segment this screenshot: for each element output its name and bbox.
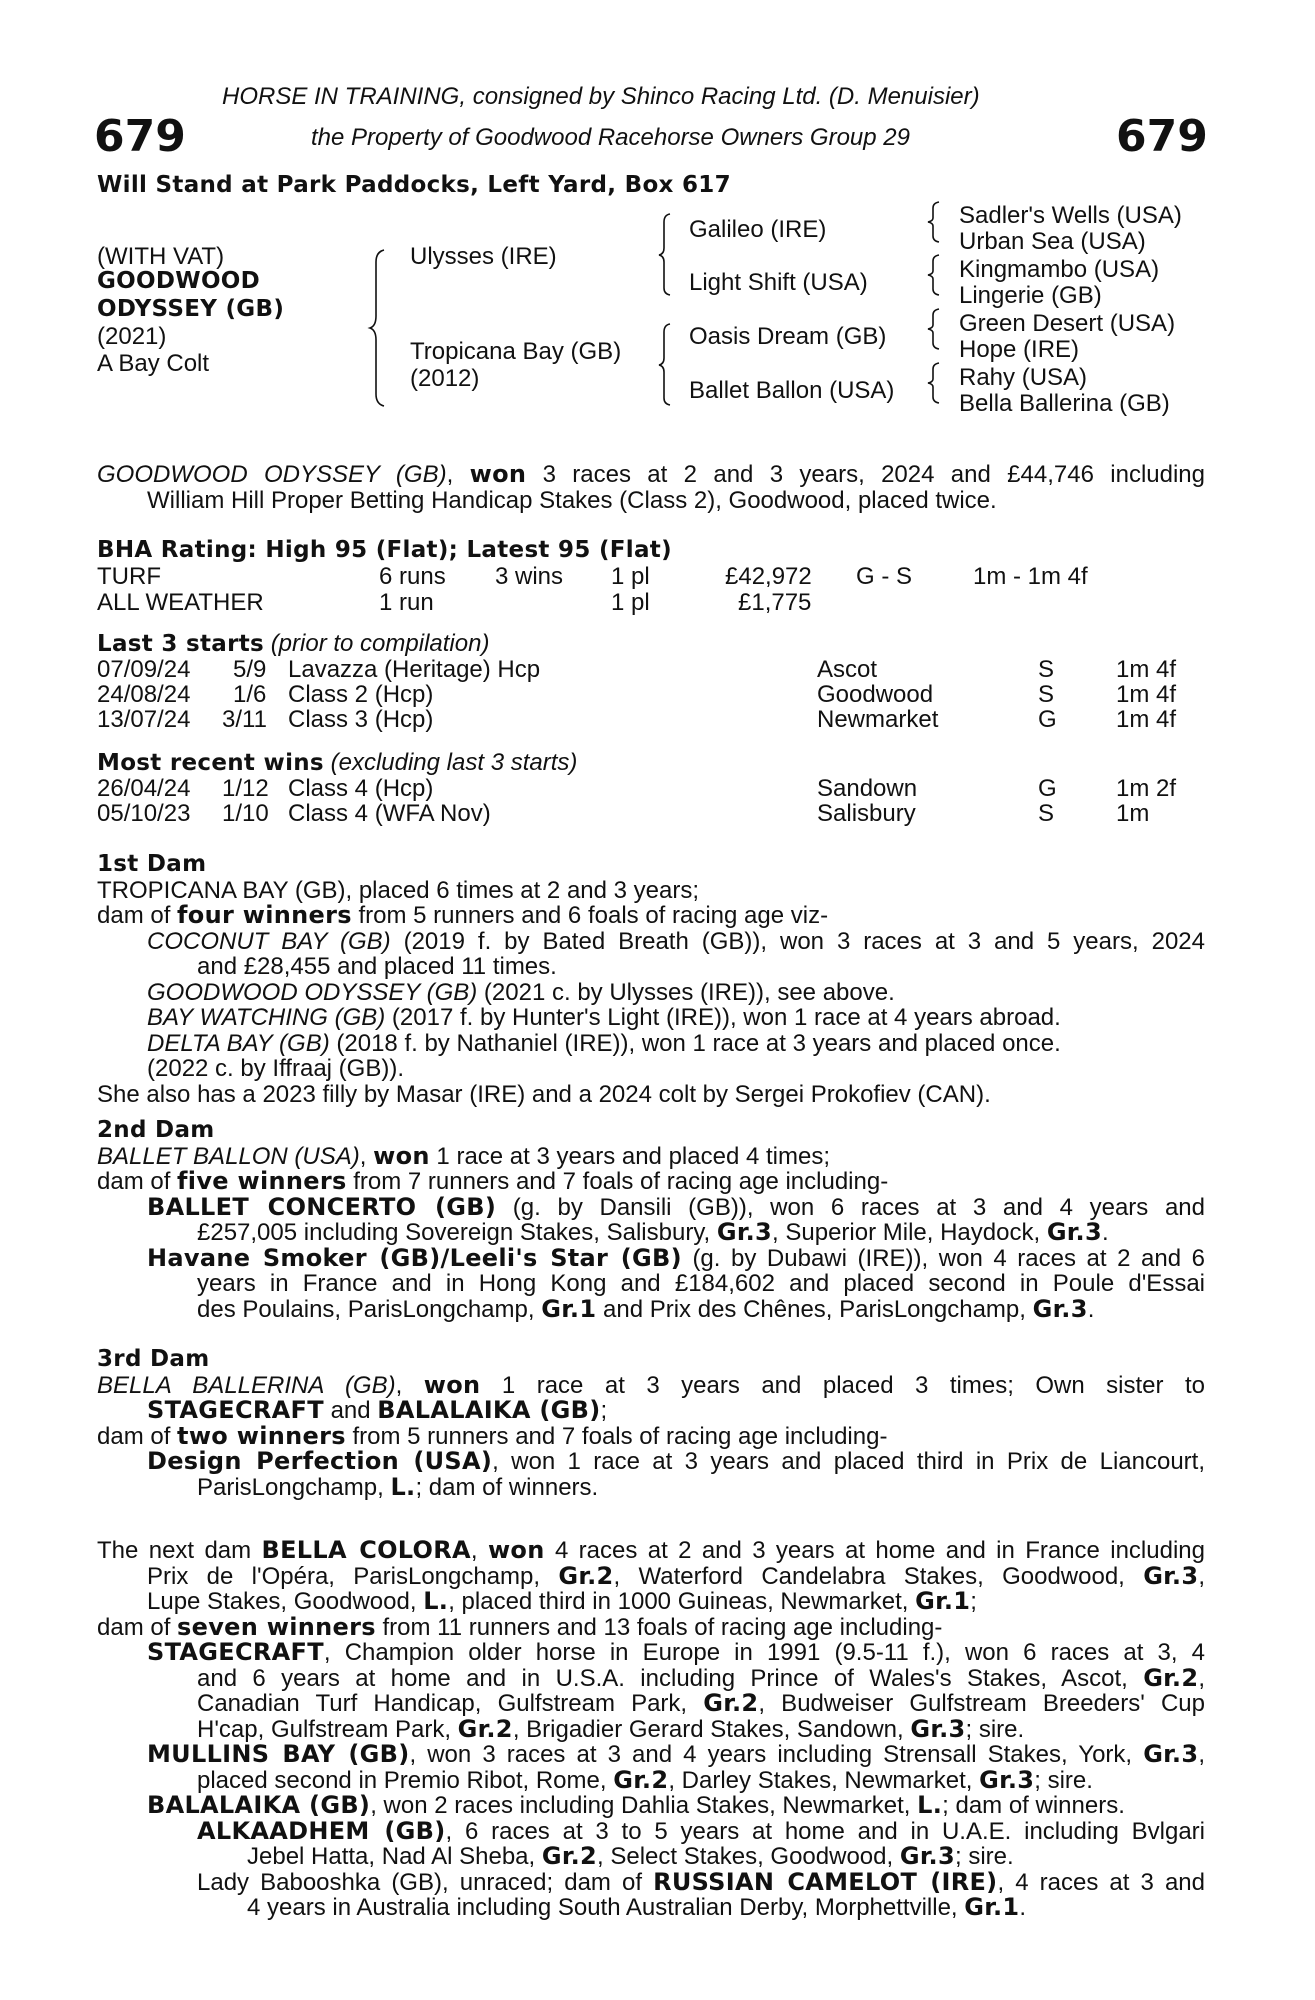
text-fragment: ; sire. <box>954 1843 1014 1870</box>
text-fragment: , Superior Mile, Haydock, <box>772 1219 1047 1246</box>
text-fragment: ; dam of winners. <box>942 1792 1125 1819</box>
text-fragment: from 7 runners and 7 foals of racing age including- <box>346 1168 889 1195</box>
race-type: Class 4 (Hcp) <box>288 775 434 802</box>
text-fragment: des Poulains, ParisLongchamp, <box>197 1295 542 1323</box>
prize-money: £1,775 <box>738 589 812 616</box>
going: S <box>1038 681 1055 708</box>
text-fragment: ParisLongchamp, <box>197 1473 391 1501</box>
produce-entry-cont <box>97 1714 1205 1743</box>
text-fragment: Gr.2 <box>1143 1663 1199 1692</box>
horse-name-line2: ODYSSEY (GB) <box>97 296 285 322</box>
text-fragment: , <box>1198 1741 1205 1768</box>
last-start-row <box>97 706 1205 731</box>
text-fragment: STAGECRAFT <box>147 1396 324 1424</box>
first-dam-footer: She also has a 2023 filly by Masar (IRE) and a 2024 colt by Sergei Prokofiev (CAN). <box>97 1080 991 1108</box>
recent-wins-title: Most recent wins <box>97 750 324 776</box>
pedigree-brace-ds <box>927 307 943 351</box>
text-fragment: Havane Smoker (GB)/Leeli's Star (GB) <box>147 1243 682 1272</box>
produce-entry <box>97 1793 1205 1819</box>
next-dam-section <box>97 1538 1205 1921</box>
text-fragment: BALLET CONCERTO (GB) <box>147 1192 497 1221</box>
text-fragment: , won 3 races at 3 and 4 years including Strensall Stakes, York, <box>409 1741 1144 1768</box>
produce-entry-cont: years in France and in Hong Kong and £184,602 and placed second in Poule d'Essai <box>197 1270 1205 1297</box>
summary-text2: William Hill Proper Betting Handicap Stakes (Class 2), Goodwood, placed twice. <box>147 486 997 514</box>
race-date: 26/04/24 <box>97 775 191 802</box>
pedigree-sire: Ulysses (IRE) <box>410 243 557 270</box>
produce-entry <box>97 980 1205 1006</box>
text-fragment: seven winners <box>177 1612 376 1641</box>
pedigree-brace-sire <box>658 212 674 297</box>
property-line: the Property of Goodwood Racehorse Owners Group 29 <box>311 124 910 151</box>
finish-position: 1/12 <box>222 775 269 802</box>
text-fragment: (g. by Dubawi (IRE)), won 4 races at 2 and 6 <box>681 1244 1205 1272</box>
text-fragment: COCONUT BAY (GB) <box>147 927 391 955</box>
stand-location: Will Stand at Park Paddocks, Left Yard, Box 617 <box>97 172 731 198</box>
text-fragment: Gr.2 <box>703 1689 759 1717</box>
distance: 1m 4f <box>1116 681 1177 708</box>
recent-win-row <box>97 800 1205 825</box>
text-fragment: , Brigadier Gerard Stakes, Sandown, <box>512 1715 911 1743</box>
produce-entry <box>97 1640 1205 1666</box>
text-fragment: , Budweiser Gulfstream Breeders' Cup <box>758 1690 1205 1717</box>
text-fragment: placed second in Premio Ribot, Rome, <box>197 1766 614 1794</box>
text-fragment: Gr.3 <box>1143 1740 1199 1768</box>
third-dam-line-cont <box>97 1398 1205 1424</box>
text-fragment: won <box>487 1536 545 1564</box>
foaling-year: (2021) <box>97 323 167 350</box>
text-fragment: Gr.1 <box>915 1587 971 1615</box>
text-fragment: Canadian Turf Handicap, Gulfstream Park, <box>197 1690 704 1717</box>
horse-description: A Bay Colt <box>97 350 210 377</box>
distance: 1m 2f <box>1116 775 1177 802</box>
first-dam-line: TROPICANA BAY (GB), placed 6 times at 2 and 3 years; <box>97 876 700 904</box>
pedigree-dam-dam: Ballet Ballon (USA) <box>689 377 895 404</box>
text-fragment: won <box>423 1370 481 1399</box>
race-date: 05/10/23 <box>97 800 191 827</box>
going: G <box>1038 706 1057 733</box>
prize-money: £42,972 <box>725 563 812 590</box>
text-fragment: BELLA COLORA <box>261 1536 471 1564</box>
pedigree-brace-dam <box>658 322 674 407</box>
text-fragment: , 6 races at 3 to 5 years at home and in U.A.E. including Bvlgari <box>445 1817 1205 1845</box>
consignor-line: HORSE IN TRAINING, consigned by Shinco Racing Ltd. (D. Menuisier) <box>222 83 980 110</box>
surface: TURF <box>97 563 161 590</box>
text-fragment: ; <box>970 1588 977 1615</box>
second-dam-section <box>97 1118 1205 1322</box>
pedigree-ddd: Bella Ballerina (GB) <box>959 390 1170 417</box>
going: G <box>1038 775 1057 802</box>
race-type: Class 2 (Hcp) <box>288 681 434 708</box>
placings: 1 pl <box>611 589 650 616</box>
produce-entry <box>97 1742 1205 1768</box>
text-fragment: Gr.2 <box>541 1842 597 1870</box>
text-fragment: BAY WATCHING (GB) <box>147 1004 386 1031</box>
runs: 1 run <box>379 589 434 616</box>
pedigree-sire-sire: Galileo (IRE) <box>689 216 827 243</box>
text-fragment: from 5 runners and 6 foals of racing age viz- <box>351 902 829 929</box>
produce-entry-cont: and £28,455 and placed 11 times. <box>197 953 557 980</box>
next-dam-line-cont <box>97 1589 1205 1615</box>
text-fragment: , <box>395 1371 424 1399</box>
text-fragment: £257,005 including Sovereign Stakes, Salisbury, <box>197 1219 717 1246</box>
text-fragment: Gr.3 <box>899 1842 955 1870</box>
text-fragment: BELLA BALLERINA (GB) <box>97 1371 396 1399</box>
produce-entry: (2022 c. by Iffraaj (GB)). <box>147 1055 404 1082</box>
pedigree-dsd: Hope (IRE) <box>959 336 1080 363</box>
bha-rating-heading: BHA Rating: High 95 (Flat); Latest 95 (Flat) <box>97 537 672 563</box>
race-summary <box>97 462 1205 513</box>
text-fragment: . <box>1101 1219 1109 1246</box>
text-fragment: Gr.3 <box>1032 1294 1088 1323</box>
course: Sandown <box>817 775 918 802</box>
text-fragment: (2021 c. by Ulysses (IRE)), see above. <box>477 978 895 1006</box>
pedigree-dds: Rahy (USA) <box>959 364 1088 391</box>
text-fragment: dam of <box>97 902 178 929</box>
text-fragment: and <box>323 1397 378 1424</box>
text-fragment: , 4 races at 3 and <box>997 1868 1205 1896</box>
text-fragment <box>97 462 1205 488</box>
produce-entry <box>97 1192 1205 1221</box>
text-fragment: Gr.3 <box>910 1714 966 1743</box>
text-fragment: , won 2 races including Dahlia Stakes, Newmarket, <box>370 1792 918 1819</box>
going: S <box>1038 656 1055 683</box>
text-fragment: 1 race at 3 years and placed 4 times; <box>429 1142 830 1170</box>
race-date: 24/08/24 <box>97 681 191 708</box>
surface: ALL WEATHER <box>97 589 264 616</box>
next-dam-line-cont <box>97 1561 1205 1590</box>
text-fragment: (2019 f. by Bated Breath (GB)), won 3 races at 3 and 5 years, 2024 <box>390 927 1205 955</box>
produce-entry-cont <box>97 1294 1205 1323</box>
produce-entry-cont <box>97 1765 1205 1794</box>
text-fragment: ; sire. <box>1034 1766 1093 1794</box>
text-fragment: Gr.3 <box>1143 1561 1199 1590</box>
race-date: 07/09/24 <box>97 656 191 683</box>
text-fragment: MULLINS BAY (GB) <box>147 1740 410 1768</box>
text-fragment: Prix de l'Opéra, ParisLongchamp, <box>147 1562 559 1590</box>
first-dam-section <box>97 852 1205 1107</box>
text-fragment: Jebel Hatta, Nad Al Sheba, <box>247 1843 542 1870</box>
produce-entry <box>97 1867 1205 1896</box>
race-date: 13/07/24 <box>97 706 191 733</box>
text-fragment: dam of <box>97 1168 178 1195</box>
text-fragment: L. <box>390 1472 416 1501</box>
produce-entry-cont <box>97 1844 1205 1870</box>
text-fragment: BALALAIKA (GB) <box>377 1396 601 1424</box>
text-fragment: , placed third in 1000 Guineas, Newmarket, <box>448 1588 916 1615</box>
text-fragment: Gr.2 <box>457 1714 513 1743</box>
text-fragment: Lady Babooshka (GB), unraced; dam of <box>197 1868 654 1896</box>
text-fragment: , Select Stakes, Goodwood, <box>597 1843 900 1870</box>
last-start-row <box>97 656 1205 681</box>
lot-number-left: 679 <box>94 111 186 162</box>
second-dam-produce-line <box>97 1169 1205 1195</box>
text-fragment: 1 race at 3 years and placed 3 times; Own sister to <box>480 1371 1205 1399</box>
text-fragment: BALALAIKA (GB) <box>147 1791 371 1819</box>
text-fragment: , <box>1198 1664 1205 1692</box>
text-fragment: Gr.2 <box>558 1561 614 1590</box>
finish-position: 3/11 <box>222 706 267 733</box>
text-fragment: . <box>1087 1295 1095 1323</box>
lot-number-right: 679 <box>1116 111 1208 162</box>
text-fragment: 4 races at 2 and 3 years at home and in France including <box>544 1537 1205 1564</box>
text-fragment: (g. by Dansili (GB)), won 6 races at 3 and 4 years and <box>496 1193 1205 1221</box>
text-fragment: Gr.2 <box>613 1765 669 1794</box>
pedigree-brace-ss <box>927 200 943 244</box>
pedigree-dam: Tropicana Bay (GB) <box>410 338 622 365</box>
last-starts-title: Last 3 starts <box>97 631 265 657</box>
pedigree-ssd: Urban Sea (USA) <box>959 228 1146 255</box>
text-fragment: (2017 f. by Hunter's Light (IRE)), won 1 race at 4 years abroad. <box>385 1004 1061 1031</box>
text-fragment: Gr.1 <box>541 1294 597 1323</box>
last-start-row <box>97 681 1205 706</box>
text-fragment: Gr.3 <box>716 1218 773 1246</box>
race-type: Lavazza (Heritage) Hcp <box>288 656 541 683</box>
text-fragment: BALLET BALLON (USA) <box>97 1142 360 1170</box>
next-dam-line <box>97 1538 1205 1564</box>
text-fragment: , <box>1198 1562 1205 1590</box>
pedigree-sds: Kingmambo (USA) <box>959 256 1160 283</box>
runs: 6 runs <box>379 563 446 590</box>
text-fragment: DELTA BAY (GB) <box>147 1029 330 1057</box>
pedigree-brace-sd <box>927 253 943 297</box>
produce-entry-cont <box>97 1691 1205 1717</box>
going: G - S <box>856 563 913 590</box>
recent-win-row <box>97 775 1205 800</box>
produce-entry-cont <box>97 1663 1205 1692</box>
produce-entry-cont <box>97 1895 1205 1921</box>
third-dam-heading: 3rd Dam <box>97 1346 210 1372</box>
third-dam-line <box>97 1370 1205 1399</box>
second-dam-line <box>97 1141 1205 1170</box>
text-fragment: ALKAADHEM (GB) <box>197 1816 446 1845</box>
text-fragment: , Champion older horse in Europe in 1991 (9.5-11 f.), won 6 races at 3, 4 <box>323 1639 1205 1666</box>
first-dam-produce-line <box>97 903 1205 929</box>
going: S <box>1038 800 1055 827</box>
text-fragment: dam of <box>97 1422 178 1450</box>
second-dam-heading: 2nd Dam <box>97 1117 215 1143</box>
course: Goodwood <box>817 681 934 708</box>
produce-entry <box>97 1243 1205 1272</box>
text-fragment: four winners <box>177 901 352 929</box>
text-fragment: The next dam <box>97 1537 262 1564</box>
race-type: Class 4 (WFA Nov) <box>288 800 491 827</box>
produce-entry-cont <box>97 1220 1205 1246</box>
third-dam-produce-line <box>97 1421 1205 1450</box>
text-fragment: H'cap, Gulfstream Park, <box>197 1715 458 1743</box>
text-fragment: (2018 f. by Nathaniel (IRE)), won 1 race at 3 years and placed once. <box>329 1029 1061 1057</box>
next-dam-produce-line <box>97 1612 1205 1641</box>
text-fragment: five winners <box>177 1167 347 1195</box>
text-fragment: 4 years in Australia including South Australian Derby, Morphettville, <box>247 1894 965 1921</box>
text-fragment: Lupe Stakes, Goodwood, <box>147 1588 424 1615</box>
first-dam-heading: 1st Dam <box>97 851 207 877</box>
recent-wins-heading <box>97 749 577 777</box>
pedigree-sire-dam: Light Shift (USA) <box>689 269 868 296</box>
pedigree-dam-year: (2012) <box>410 365 480 392</box>
race-type: Class 3 (Hcp) <box>288 706 434 733</box>
text-fragment: Design Perfection (USA) <box>147 1447 493 1475</box>
text-fragment: , Waterford Candelabra Stakes, Goodwood, <box>613 1562 1144 1590</box>
pedigree-brace-dd <box>927 361 943 405</box>
summary-sep: , <box>446 461 454 488</box>
text-fragment: and 6 years at home and in U.S.A. including Prince of Wales's Stakes, Ascot, <box>197 1664 1144 1692</box>
text-fragment: RUSSIAN CAMELOT (IRE) <box>653 1867 998 1896</box>
distance: 1m <box>1116 800 1150 827</box>
finish-position: 1/10 <box>222 800 269 827</box>
text-fragment: , <box>359 1142 374 1170</box>
text-fragment: and Prix des Chênes, ParisLongchamp, <box>596 1295 1033 1323</box>
course: Ascot <box>817 656 878 683</box>
produce-entry <box>97 1449 1205 1475</box>
pedigree-dss: Green Desert (USA) <box>959 310 1176 337</box>
pedigree-brace-gen1 <box>370 248 390 408</box>
vat-label: (WITH VAT) <box>97 243 225 270</box>
text-fragment: , won 1 race at 3 years and placed third in Prix de Liancourt, <box>492 1448 1205 1475</box>
last-starts-note: (prior to compilation) <box>270 630 490 657</box>
text-fragment: dam of <box>97 1613 178 1641</box>
ratings-row-aw <box>97 589 1205 614</box>
distance: 1m 4f <box>1116 706 1177 733</box>
summary-won: won <box>469 460 527 488</box>
text-fragment: ; dam of winners. <box>415 1473 599 1501</box>
text-fragment: from 5 runners and 7 foals of racing age including- <box>345 1422 888 1450</box>
wins: 3 wins <box>495 563 564 590</box>
summary-text1: 3 races at 2 and 3 years, 2024 and £44,746 including <box>542 461 1206 488</box>
text-fragment: GOODWOOD ODYSSEY (GB) <box>147 978 478 1006</box>
finish-position: 5/9 <box>233 656 267 683</box>
third-dam-section <box>97 1347 1205 1500</box>
text-fragment: two winners <box>177 1421 346 1450</box>
pedigree-sdd: Lingerie (GB) <box>959 282 1102 309</box>
produce-entry <box>97 1816 1205 1845</box>
produce-entry <box>97 929 1205 955</box>
placings: 1 pl <box>611 563 650 590</box>
pedigree-sss: Sadler's Wells (USA) <box>959 202 1182 229</box>
produce-entry <box>97 1031 1205 1057</box>
ratings-row-turf <box>97 563 1205 588</box>
text-fragment: L. <box>917 1791 943 1819</box>
text-fragment: ; sire. <box>965 1715 1025 1743</box>
text-fragment: ; <box>600 1397 608 1424</box>
pedigree-dam-sire: Oasis Dream (GB) <box>689 323 887 350</box>
last-starts-heading <box>97 630 489 658</box>
text-fragment: Gr.1 <box>964 1893 1020 1921</box>
text-fragment: from 11 runners and 13 foals of racing age including- <box>375 1613 943 1641</box>
produce-entry <box>97 1005 1205 1031</box>
course: Salisbury <box>817 800 916 827</box>
text-fragment: Gr.3 <box>979 1765 1035 1794</box>
text-fragment: won <box>373 1141 430 1170</box>
text-fragment: L. <box>423 1587 449 1615</box>
text-fragment: . <box>1019 1894 1027 1921</box>
text-fragment: , Darley Stakes, Newmarket, <box>668 1766 980 1794</box>
text-fragment: , <box>470 1537 488 1564</box>
text-fragment: STAGECRAFT <box>147 1638 324 1666</box>
distance: 1m - 1m 4f <box>973 563 1088 590</box>
text-fragment: Gr.3 <box>1046 1218 1102 1246</box>
produce-entry-cont <box>97 1472 1205 1501</box>
finish-position: 1/6 <box>233 681 267 708</box>
recent-wins-note: (excluding last 3 starts) <box>330 749 578 776</box>
horse-name-line1: GOODWOOD <box>97 268 261 294</box>
summary-horse-name: GOODWOOD ODYSSEY (GB) <box>97 461 447 488</box>
distance: 1m 4f <box>1116 656 1177 683</box>
course: Newmarket <box>817 706 939 733</box>
